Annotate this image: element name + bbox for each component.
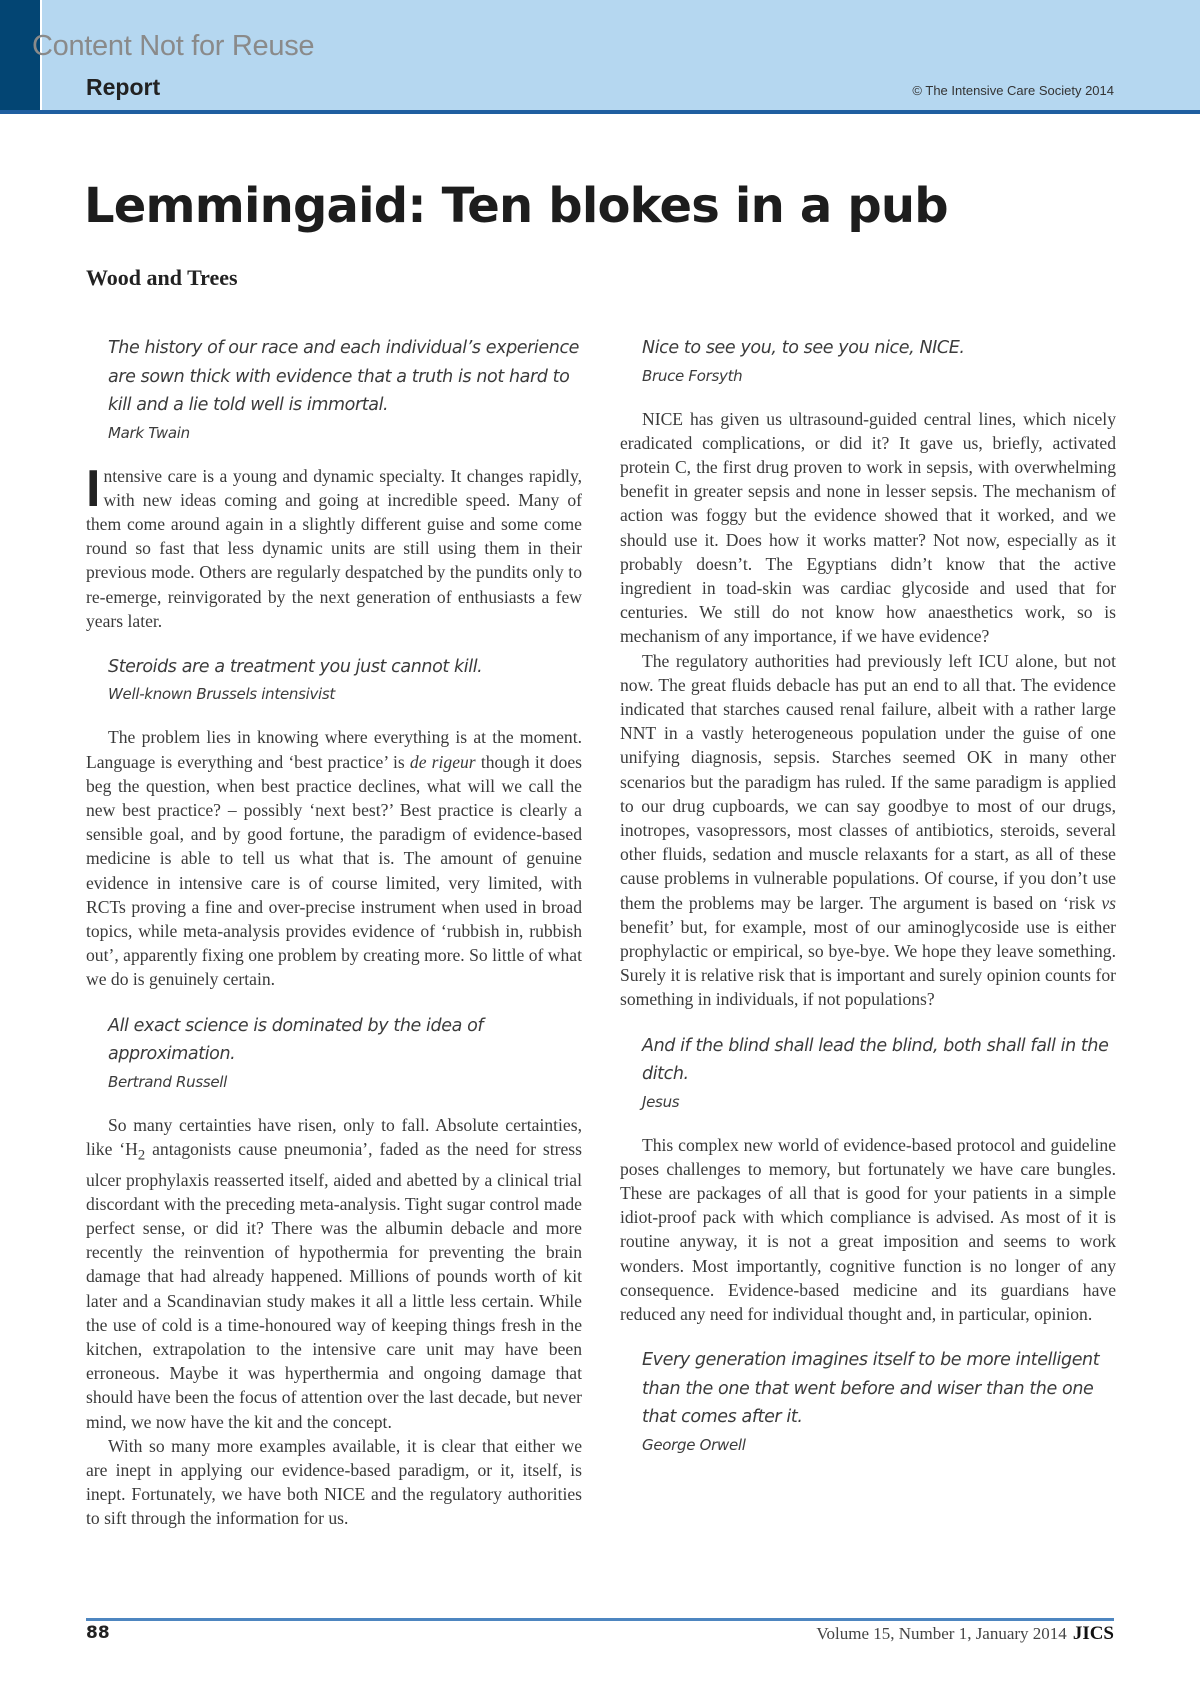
header-rule <box>0 110 1200 114</box>
issue-info <box>816 1623 1114 1645</box>
body-paragraph: NICE has given us ultrasound-guided central lines, which nicely eradicated complications, or did it? It gave us, briefly, activated protein C, the first drug proven to work in sepsis, with overwhelming benefit in greater sepsis and none in lesser sepsis. The mechanism of action was foggy but the evidence showed that it worked, and we should use it. Does how it works matter? Not now, especially as it probably doesn’t. The Egyptians didn’t know that the active ingredient in toad-skin was cardiac glycoside and used that for centuries. We still do not know how anaesthetics work, so is mechanism of any importance, if we have evidence? <box>620 408 1116 647</box>
watermark: Content Not for Reuse <box>32 30 315 62</box>
epigraph-quote <box>620 1346 1116 1458</box>
paragraph-text: antagonists cause pneumonia’, faded as the need for stress ulcer prophylaxis reasserted itself, aided and abetted by a clinical trial discordant with the preceding meta-analysis. Tight sugar control made perfect sense, or did it? There was the albumin debacle and more recently the reinvention of hypothermia for preventing the brain damage that had already happened. Millions of pounds worth of kit later and a Scandinavian study makes it all a little less certain. While the use of cold is a time-honoured way of keeping things fresh in the kitchen, extrapolation to the intensive care unit may have been erroneous. Maybe it was hyperthermia and ongoing damage that should have been the focus of attention over the last decade, but never mind, we now have the kit and the concept. <box>86 1138 582 1432</box>
article-title: Lemmingaid: Ten blokes in a pub <box>84 178 948 234</box>
epigraph-quote <box>620 334 1116 389</box>
footer-rule <box>86 1618 1114 1621</box>
page-header <box>0 0 1200 110</box>
body-paragraph: With so many more examples available, it is clear that either we are inept in applying our evidence-based paradigm, or it, itself, is inept. Fortunately, we have both NICE and the regulatory authorities to sift through the information for us. <box>86 1435 582 1529</box>
quote-attribution: George Orwell <box>642 1435 746 1454</box>
left-column <box>86 334 582 1531</box>
quote-attribution: Bertrand Russell <box>108 1072 228 1091</box>
page-number: 88 <box>86 1623 110 1643</box>
issue-details: Volume 15, Number 1, January 2014 <box>816 1624 1067 1643</box>
paragraph-text: The problem lies in knowing where everything is at the moment. Language is everything and ‘best practice’ is <box>86 727 582 772</box>
paragraph-text: ntensive care is a young and dynamic specialty. It changes rapidly, with new ideas coming and going at incredible speed. Many of them come around again in a slightly different guise and some come round so fast that less dynamic units are still using them in their previous mode. Others are regularly despatched by the pundits only to re-emerge, reinvigorated by the next generation of enthusiasts a few years later. <box>86 465 582 631</box>
body-paragraph <box>86 459 582 633</box>
italic-term: de rigeur <box>409 751 476 772</box>
quote-text: Every generation imagines itself to be more intelligent than the one that went before and wiser than the one that comes after it. <box>642 1350 1100 1428</box>
quote-attribution: Mark Twain <box>108 423 190 442</box>
quote-attribution: Well-known Brussels intensivist <box>108 685 336 704</box>
body-paragraph <box>86 725 582 991</box>
epigraph-quote <box>86 653 582 708</box>
quote-attribution: Jesus <box>642 1092 680 1111</box>
article-authors: Wood and Trees <box>86 265 238 290</box>
quote-text: The history of our race and each individual’s experience are sown thick with evidence that a truth is not hard to kill and a lie told well is immortal. <box>108 338 580 415</box>
paragraph-text: benefit’ but, for example, most of our aminoglycoside use is either prophylactic or empirical, so bye-bye. We hope they leave something. Surely it is relative risk that is important and surely opinion counts for something in individuals, if not populations? <box>620 916 1116 1010</box>
paragraph-text: though it does beg the question, when best practice declines, what will we call the new best practice? – possibly ‘next best?’ Best practice is clearly a sensible goal, and by good fortune, the paradigm of evidence-based medicine is able to tell us what that is. The amount of genuine evidence in intensive care is of course limited, very limited, with RCTs proving a fine and over-precise instrument when used in broad topics, while meta-analysis provides evidence of ‘rubbish in, rubbish out’, apparently fixing one problem by creating more. So little of what we do is genuinely certain. <box>86 751 583 990</box>
epigraph-quote <box>86 334 582 446</box>
quote-text: Steroids are a treatment you just cannot kill. <box>108 656 483 677</box>
quote-attribution: Bruce Forsyth <box>642 366 743 385</box>
subscript: 2 <box>137 1147 146 1164</box>
quote-text: And if the blind shall lead the blind, both shall fall in the ditch. <box>642 1035 1109 1085</box>
right-column <box>620 334 1116 1476</box>
drop-cap: I <box>86 459 101 518</box>
quote-text: All exact science is dominated by the idea of approximation. <box>108 1015 484 1065</box>
paragraph-text: The regulatory authorities had previously left ICU alone, but not now. The great fluids debacle has put an end to all that. The evidence indicated that starches caused renal failure, albeit with a rather large NNT in a vastly heterogeneous population under the guise of one unifying diagnosis, sepsis. Starches seemed OK in many other scenarios but the paradigm has ruled. If the same paradigm is applied to our drug cupboards, we can say goodbye to most of our drugs, inotropes, vasopressors, most classes of antibiotics, steroids, several other fluids, sedation and muscle relaxants for a start, as all of these cause problems in vulnerable populations. Of course, if you don’t use them the problems may be larger. The argument is based on ‘risk <box>620 650 1116 913</box>
paragraph-text: So many certainties have risen, only to fall. Absolute certainties, like ‘H <box>86 1114 582 1159</box>
epigraph-quote <box>86 1012 582 1095</box>
epigraph-quote <box>620 1032 1116 1115</box>
body-paragraph: This complex new world of evidence-based protocol and guideline poses challenges to memory, but fortunately we have care bungles. These are packages of all that is good for your patients in a simple idiot-proof pack with which compliance is advised. As most of it is routine anyway, it is not a great imposition and seems to work wonders. Most importantly, cognitive function is no longer of any consequence. Evidence-based medicine and its guardians have reduced any need for individual thought and, in particular, opinion. <box>620 1134 1116 1324</box>
section-label: Report <box>86 74 161 100</box>
journal-name: JICS <box>1072 1623 1114 1644</box>
copyright-notice: © The Intensive Care Society 2014 <box>912 83 1114 98</box>
body-paragraph <box>620 649 1116 1012</box>
italic-term: vs <box>1101 892 1116 913</box>
quote-text: Nice to see you, to see you nice, NICE. <box>642 338 965 358</box>
body-paragraph <box>86 1113 582 1434</box>
